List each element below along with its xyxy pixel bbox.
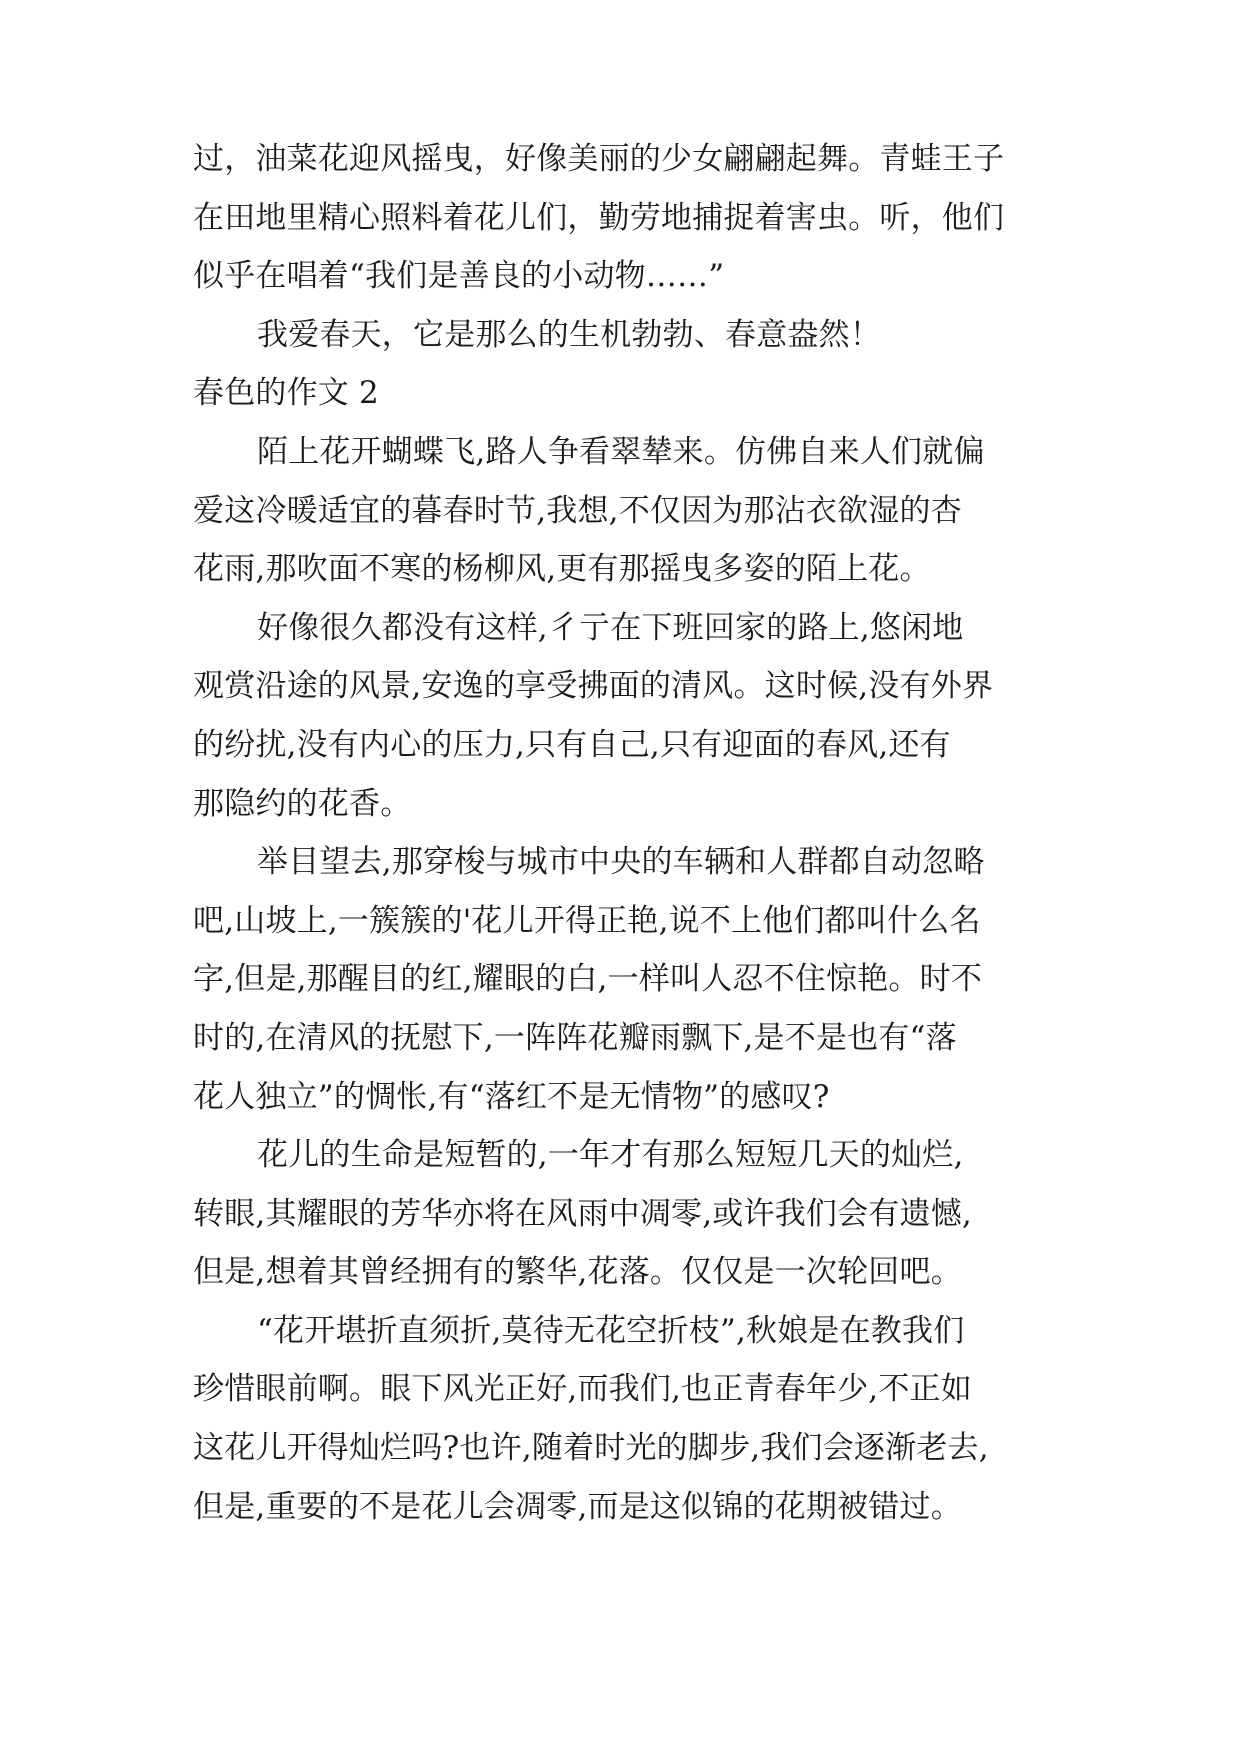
text-line: 花儿的生命是短暂的,一年才有那么短短几天的灿烂, <box>257 1137 964 1174</box>
text-line: 时的,在清风的抚慰下,一阵阵花瓣雨飘下,是不是也有“落 <box>193 1019 957 1056</box>
text-line: 的纷扰,没有内心的压力,只有自己,只有迎面的春风,还有 <box>193 726 951 763</box>
text-line: 但是,重要的不是花儿会凋零,而是这似锦的花期被错过。 <box>193 1488 962 1525</box>
text-line: 转眼,其耀眼的芳华亦将在风雨中凋零,或许我们会有遗憾, <box>193 1195 972 1232</box>
text-line: 花人独立”的惆怅,有“落红不是无情物”的感叹? <box>193 1078 830 1115</box>
text-line: 似乎在唱着“我们是善良的小动物……” <box>193 258 725 295</box>
section-heading: 春色的作文 2 <box>193 375 379 412</box>
text-line: 爱这冷暖适宜的暮春时节,我想,不仅因为那沾衣欲湿的杏 <box>193 492 962 529</box>
text-line: 陌上花开蝴蝶飞,路人争看翠辇来。仿佛自来人们就偏 <box>257 433 985 470</box>
text-line: 这花儿开得灿烂吗?也许,随着时光的脚步,我们会逐渐老去, <box>193 1430 989 1467</box>
text-line: 过，油菜花迎风摇曳，好像美丽的少女翩翩起舞。青蛙王子 <box>193 141 1005 177</box>
text-line: “花开堪折直须折,莫待无花空折枝”,秋娘是在教我们 <box>257 1312 965 1349</box>
text-line: 观赏沿途的风景,安逸的享受拂面的清风。这时候,没有外界 <box>193 668 994 705</box>
text-line: 举目望去,那穿梭与城市中央的车辆和人群都自动忽略 <box>257 844 985 881</box>
text-line: 字,但是,那醒目的红,耀眼的白,一样叫人忍不住惊艳。时不 <box>193 961 983 998</box>
text-line: 珍惜眼前啊。眼下风光正好,而我们,也正青春年少,不正如 <box>193 1371 972 1408</box>
text-line: 我爱春天，它是那么的生机勃勃、春意盎然！ <box>257 316 881 353</box>
text-line: 花雨,那吹面不寒的杨柳风,更有那摇曳多姿的陌上花。 <box>193 551 931 588</box>
text-line: 在田地里精心照料着花儿们，勤劳地捕捉着害虫。听，他们 <box>193 199 1005 236</box>
text-line: 好像很久都没有这样,彳亍在下班回家的路上,悠闲地 <box>257 609 964 646</box>
text-line: 但是,想着其曾经拥有的繁华,花落。仅仅是一次轮回吧。 <box>193 1254 962 1291</box>
text-line: 吧,山坡上,一簇簇的'花儿开得正艳,说不上他们都叫什么名 <box>193 902 981 939</box>
document-page <box>193 130 1063 1536</box>
text-line: 那隐约的花香。 <box>193 785 412 822</box>
